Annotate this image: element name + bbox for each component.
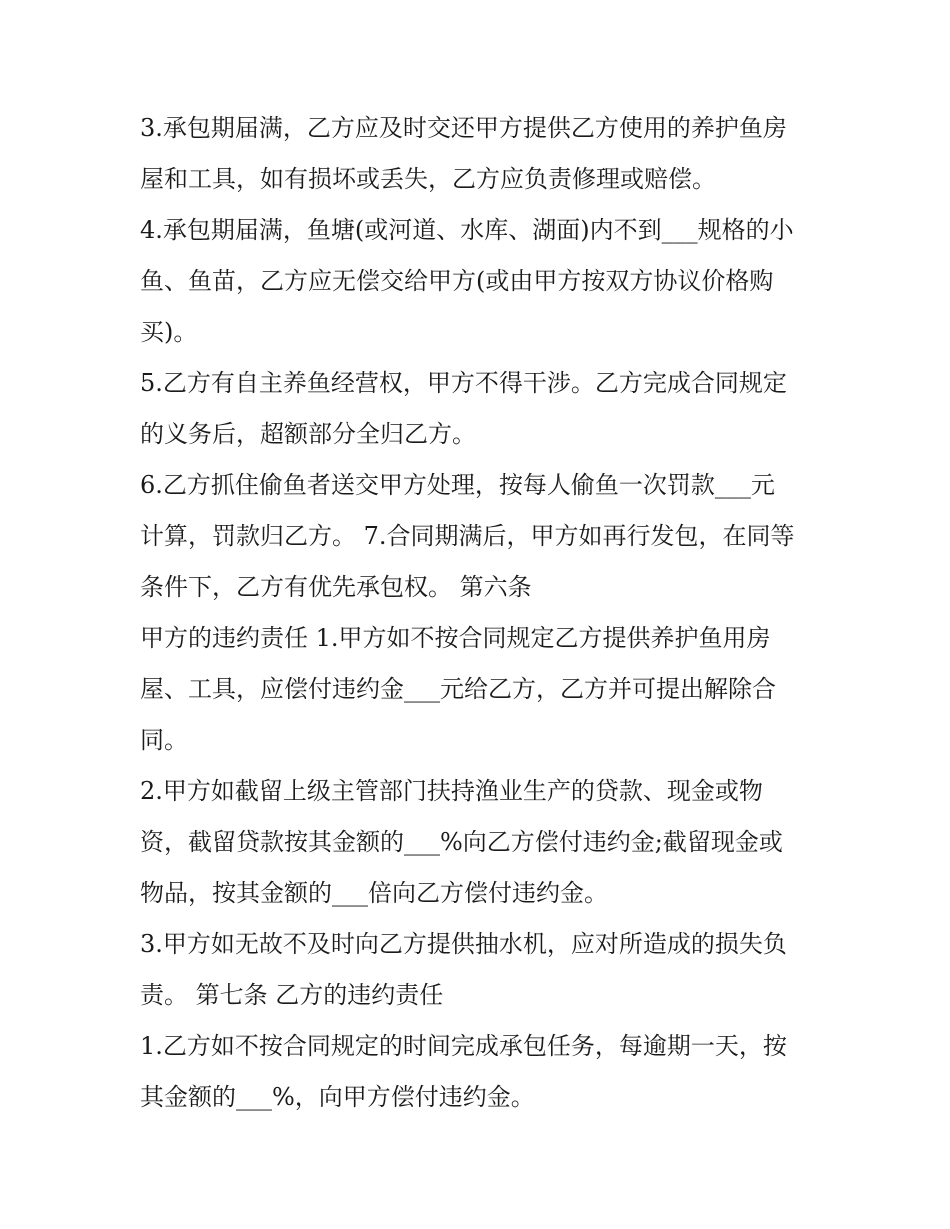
text-line: 物品，按其金额的___倍向乙方偿付违约金。 <box>140 879 608 907</box>
text-line: 屋、工具，应偿付违约金___元给乙方，乙方并可提出解除合 <box>140 675 776 703</box>
text-line: 买)。 <box>140 318 198 346</box>
text-line: 4.承包期届满，鱼塘(或河道、水库、湖面)内不到___规格的小 <box>140 216 794 244</box>
text-line: 计算，罚款归乙方。 7.合同期满后，甲方如再行发包，在同等 <box>140 522 795 550</box>
text-line: 1.乙方如不按合同规定的时间完成承包任务，每逾期一天，按 <box>140 1032 787 1060</box>
text-line: 条件下，乙方有优先承包权。 第六条 <box>140 573 532 601</box>
text-line: 同。 <box>140 726 188 754</box>
text-line: 的义务后，超额部分全归乙方。 <box>140 420 476 448</box>
text-line: 甲方的违约责任 1.甲方如不按合同规定乙方提供养护鱼用房 <box>140 624 771 652</box>
document-body <box>140 103 820 1123</box>
text-line: 3.甲方如无故不及时向乙方提供抽水机，应对所造成的损失负 <box>140 930 787 958</box>
text-line: 2.甲方如截留上级主管部门扶持渔业生产的贷款、现金或物 <box>140 777 763 805</box>
text-line: 责。 第七条 乙方的违约责任 <box>140 981 444 1009</box>
text-line: 鱼、鱼苗，乙方应无偿交给甲方(或由甲方按双方协议价格购 <box>140 267 774 295</box>
text-line: 其金额的___%，向甲方偿付违约金。 <box>140 1083 535 1111</box>
text-line: 3.承包期届满，乙方应及时交还甲方提供乙方使用的养护鱼房 <box>140 114 787 142</box>
text-line: 5.乙方有自主养鱼经营权，甲方不得干涉。乙方完成合同规定 <box>140 369 787 397</box>
text-line: 6.乙方抓住偷鱼者送交甲方处理，按每人偷鱼一次罚款___元 <box>140 471 775 499</box>
text-line: 资，截留贷款按其金额的___%向乙方偿付违约金;截留现金或 <box>140 828 783 856</box>
text-line: 屋和工具，如有损坏或丢失，乙方应负责修理或赔偿。 <box>140 165 716 193</box>
